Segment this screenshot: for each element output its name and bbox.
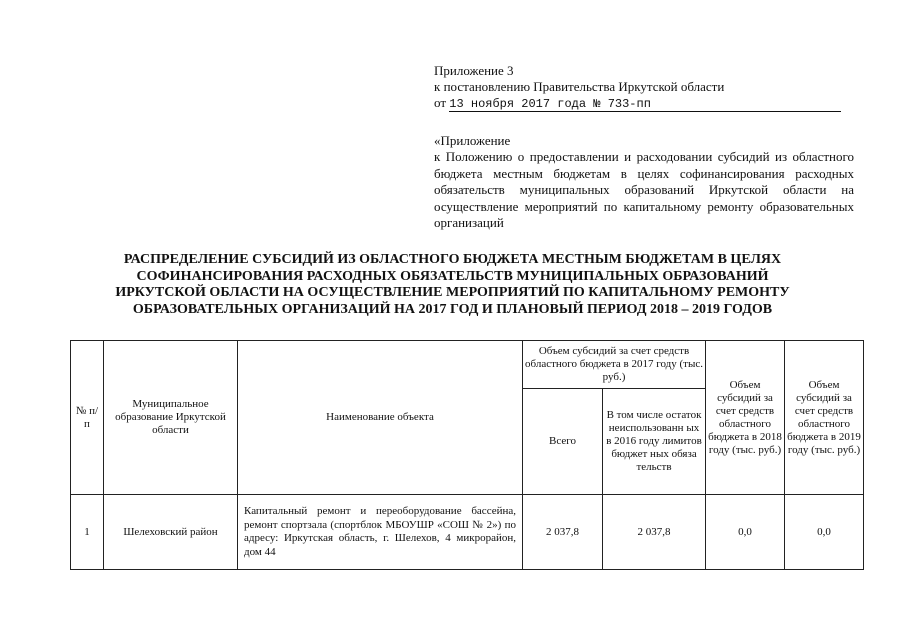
title-line-4: ОБРАЗОВАТЕЛЬНЫХ ОРГАНИЗАЦИЙ НА 2017 ГОД И ПЛАНОВЫЙ ПЕРИОД 2018 – 2019 ГОДОВ xyxy=(132,301,773,317)
document-title xyxy=(40,252,865,318)
header-vol-2018: Объем субсидий за счет средств областного бюджета в 2018 году (тыс. руб.) xyxy=(706,341,785,495)
appendix-resolution-ref: к постановлению Правительства Иркутской области xyxy=(434,79,725,94)
header-vol-2017: Объем субсидий за счет средств областного бюджета в 2017 году (тыс. руб.) xyxy=(523,341,706,389)
appendix-number: Приложение 3 xyxy=(434,63,514,78)
cell-vol-2018: 0,0 xyxy=(706,495,785,570)
cell-municipality: Шелеховский район xyxy=(104,495,238,570)
regulation-block xyxy=(434,133,854,231)
header-object: Наименование объекта xyxy=(238,341,523,495)
appendix-header xyxy=(434,63,854,112)
cell-vol-2019: 0,0 xyxy=(785,495,864,570)
appendix-date-number: 13 ноября 2017 года № 733-пп xyxy=(449,97,841,112)
subsidy-table xyxy=(70,340,864,570)
title-line-3: ИРКУТСКОЙ ОБЛАСТИ НА ОСУЩЕСТВЛЕНИЕ МЕРОПРИЯТИЙ ПО КАПИТАЛЬНОМУ РЕМОНТУ xyxy=(115,285,790,300)
appendix-date-line xyxy=(434,95,854,112)
regulation-title: «Приложение xyxy=(434,133,511,148)
cell-total: 2 037,8 xyxy=(523,495,603,570)
cell-num: 1 xyxy=(71,495,104,570)
header-incl-unused: В том числе остаток неиспользованн ых в 2016 году лимитов бюджет ных обяза тельств xyxy=(603,389,706,495)
header-vol-2019: Объем субсидий за счет средств областного бюджета в 2019 году (тыс. руб.) xyxy=(785,341,864,495)
title-line-2: СОФИНАНСИРОВАНИЯ РАСХОДНЫХ ОБЯЗАТЕЛЬСТВ МУНИЦИПАЛЬНЫХ ОБРАЗОВАНИЙ xyxy=(136,268,769,284)
appendix-from-prefix: от xyxy=(434,95,447,110)
cell-incl: 2 037,8 xyxy=(603,495,706,570)
cell-object: Капитальный ремонт и переоборудование бассейна, ремонт спортзала (спортблок МБОУШР «СОШ № 2») по адресу: Иркутская область, г. Шелехов, 4 микрорайон, дом 44 xyxy=(238,495,523,570)
title-line-1: РАСПРЕДЕЛЕНИЕ СУБСИДИЙ ИЗ ОБЛАСТНОГО БЮДЖЕТА МЕСТНЫМ БЮДЖЕТАМ В ЦЕЛЯХ xyxy=(123,252,782,267)
table-row xyxy=(71,495,864,570)
header-num: № п/п xyxy=(71,341,104,495)
regulation-body: к Положению о предоставлении и расходовании субсидий из областного бюджета местным бюджетам в целях софинансирования расходных обязательств муниципальных образований Иркутской области на осуществление мероприятий по капитальному ремонту образовательных организаций xyxy=(434,149,854,231)
header-total: Всего xyxy=(523,389,603,495)
header-municipality: Муниципальное образование Иркутской области xyxy=(104,341,238,495)
